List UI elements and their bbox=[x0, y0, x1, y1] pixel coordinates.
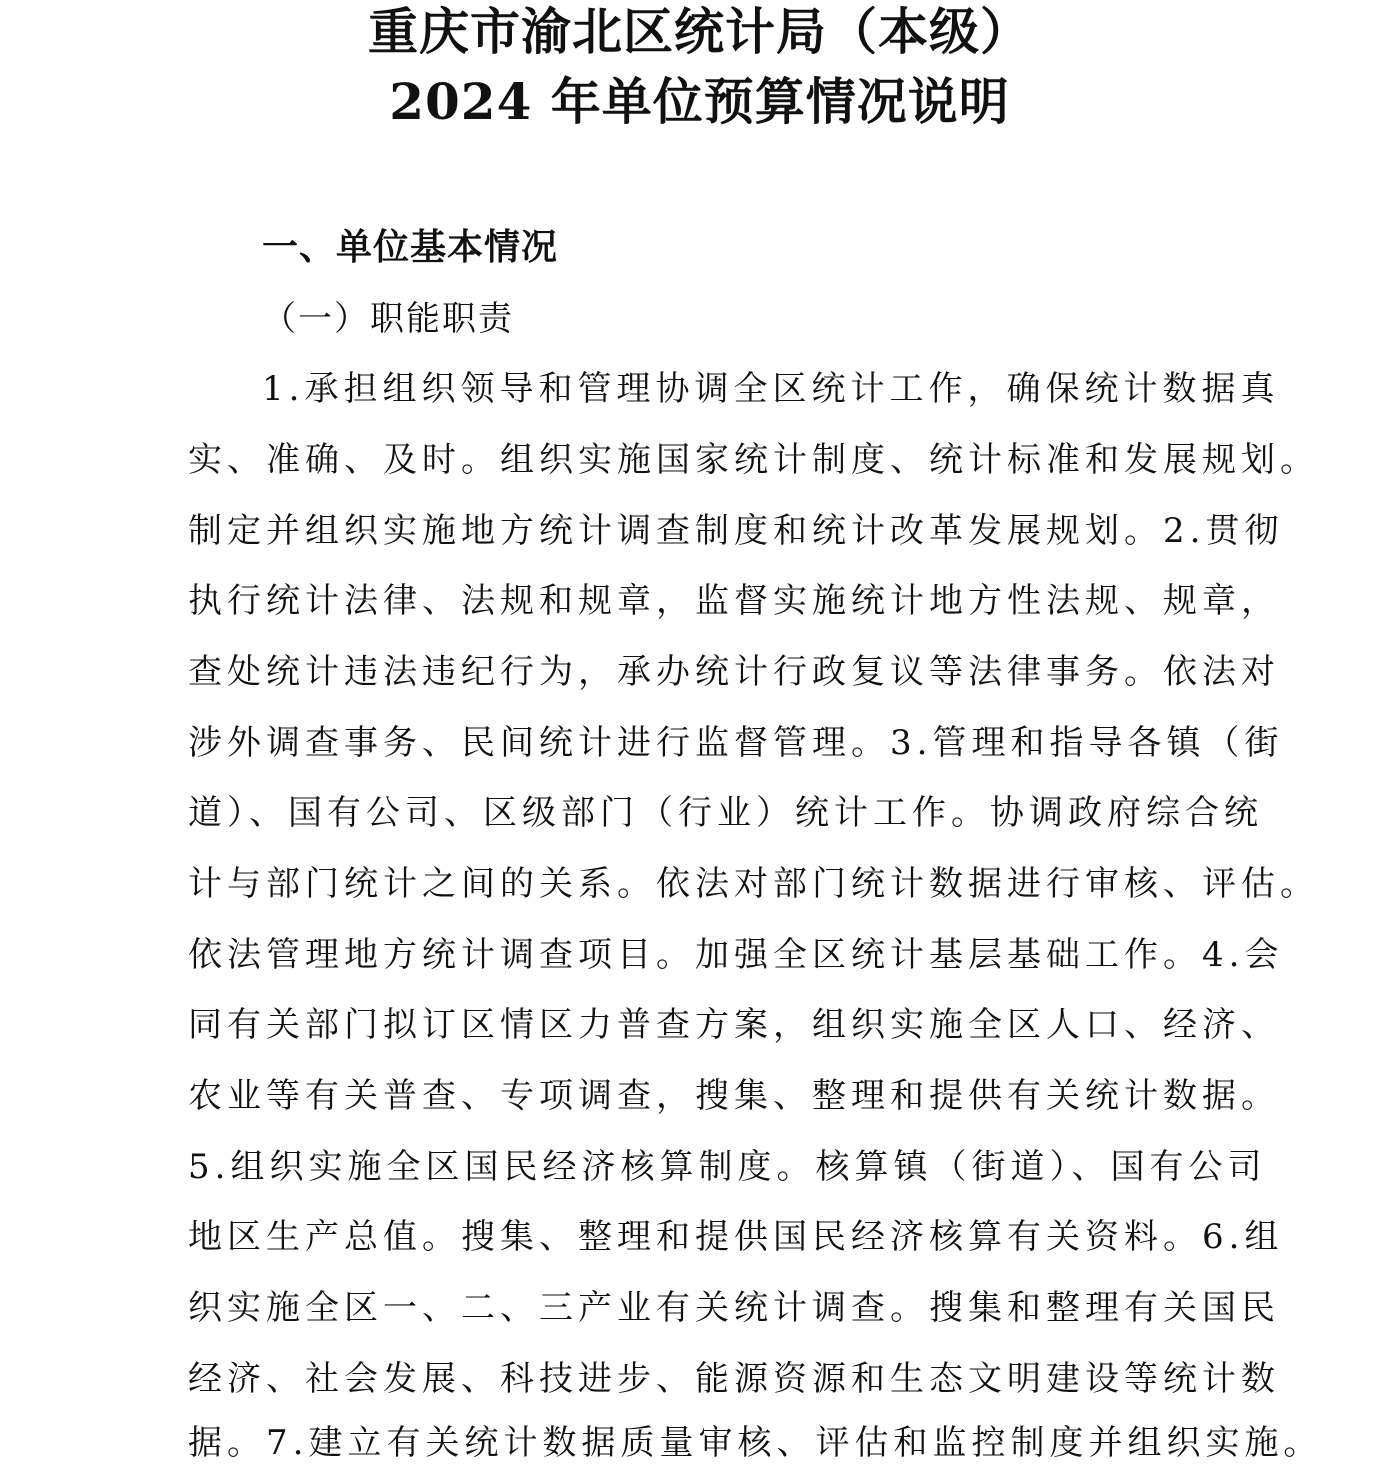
section-heading: 一、单位基本情况 bbox=[262, 226, 559, 268]
paragraph-line: 5.组织实施全区国民经济核算制度。核算镇（街道）、国有公司 bbox=[188, 1147, 1267, 1187]
paragraph-line: 查处统计违法违纪行为，承办统计行政复议等法律事务。依法对 bbox=[188, 652, 1280, 692]
paragraph-line: 地区生产总值。搜集、整理和提供国民经济核算有关资料。6.组 bbox=[188, 1217, 1284, 1257]
paragraph-line: 涉外调查事务、民间统计进行监督管理。3.管理和指导各镇（街 bbox=[188, 723, 1284, 763]
paragraph-line: 执行统计法律、法规和规章，监督实施统计地方性法规、规章， bbox=[188, 581, 1280, 621]
paragraph-line: 计与部门统计之间的关系。依法对部门统计数据进行审核、评估。 bbox=[188, 864, 1319, 904]
paragraph-line: 同有关部门拟订区情区力普查方案，组织实施全区人口、经济、 bbox=[188, 1005, 1280, 1045]
subsection-heading: （一）职能职责 bbox=[262, 299, 514, 339]
paragraph-line: 依法管理地方统计调查项目。加强全区统计基层基础工作。4.会 bbox=[188, 935, 1284, 975]
paragraph-line: 据。7.建立有关统计数据质量审核、评估和监控制度并组织实施。 bbox=[188, 1423, 1323, 1463]
paragraph-line: 织实施全区一、二、三产业有关统计调查。搜集和整理有关国民 bbox=[188, 1288, 1280, 1328]
paragraph-line: 实、准确、及时。组织实施国家统计制度、统计标准和发展规划。 bbox=[188, 440, 1319, 480]
paragraph-line: 制定并组织实施地方统计调查制度和统计改革发展规划。2.贯彻 bbox=[188, 511, 1284, 551]
paragraph-line: 道）、国有公司、区级部门（行业）统计工作。协调政府综合统 bbox=[188, 793, 1263, 833]
paragraph-line: 农业等有关普查、专项调查，搜集、整理和提供有关统计数据。 bbox=[188, 1076, 1280, 1116]
paragraph-line: 经济、社会发展、科技进步、能源资源和生态文明建设等统计数 bbox=[188, 1359, 1280, 1399]
paragraph-line: 1.承担组织领导和管理协调全区统计工作，确保统计数据真 bbox=[262, 369, 1280, 409]
document-title-line1: 重庆市渝北区统计局（本级） bbox=[368, 2, 1031, 61]
document-title-line2: 2024 年单位预算情况说明 bbox=[389, 72, 1010, 131]
